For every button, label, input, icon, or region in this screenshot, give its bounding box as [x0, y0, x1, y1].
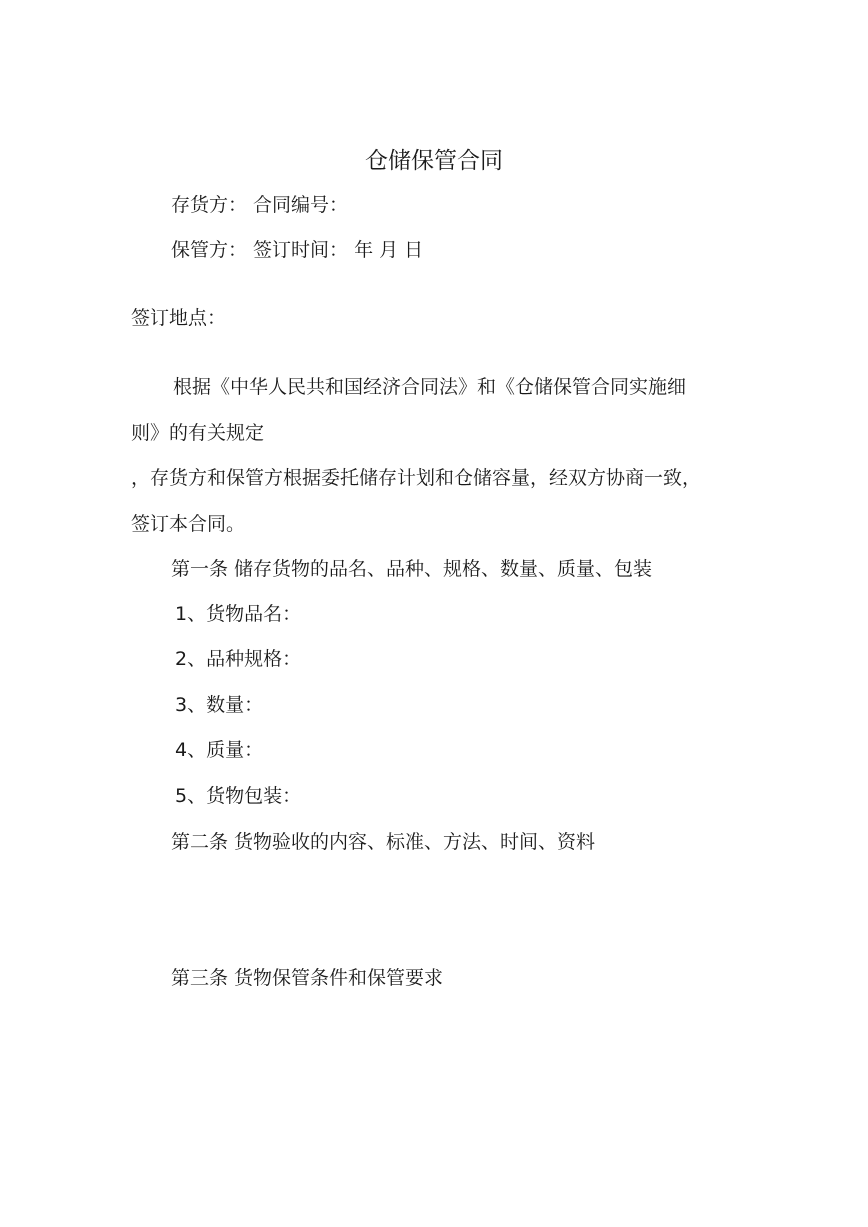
- intro-line-4: 签订本合同。: [131, 513, 246, 535]
- article-1-heading: 第一条 储存货物的品名、品种、规格、数量、质量、包装: [171, 558, 653, 580]
- article-1-item-2: 2、品种规格：: [175, 648, 302, 670]
- sign-location-line: 签订地点：: [131, 307, 227, 329]
- intro-line-1: 根据《中华人民共和国经济合同法》和《仓储保管合同实施细: [173, 376, 687, 398]
- article-3-heading: 第三条 货物保管条件和保管要求: [171, 967, 444, 989]
- article-2-heading: 第二条 货物验收的内容、标准、方法、时间、资料: [171, 831, 596, 853]
- depositor-contract-no-line: 存货方： 合同编号：: [171, 194, 349, 216]
- article-1-item-4: 4、质量：: [175, 739, 264, 761]
- article-1-item-3: 3、数量：: [175, 694, 264, 716]
- intro-line-3: ，存货方和保管方根据委托储存计划和仓储容量，经双方协商一致，: [131, 467, 702, 489]
- document-title: 仓储保管合同: [365, 148, 503, 174]
- article-1-item-5: 5、货物包装：: [175, 785, 302, 807]
- intro-line-2: 则》的有关规定: [131, 422, 265, 444]
- custodian-sign-date-line: 保管方： 签订时间： 年 月 日: [171, 239, 424, 261]
- article-1-item-1: 1、货物品名：: [175, 603, 302, 625]
